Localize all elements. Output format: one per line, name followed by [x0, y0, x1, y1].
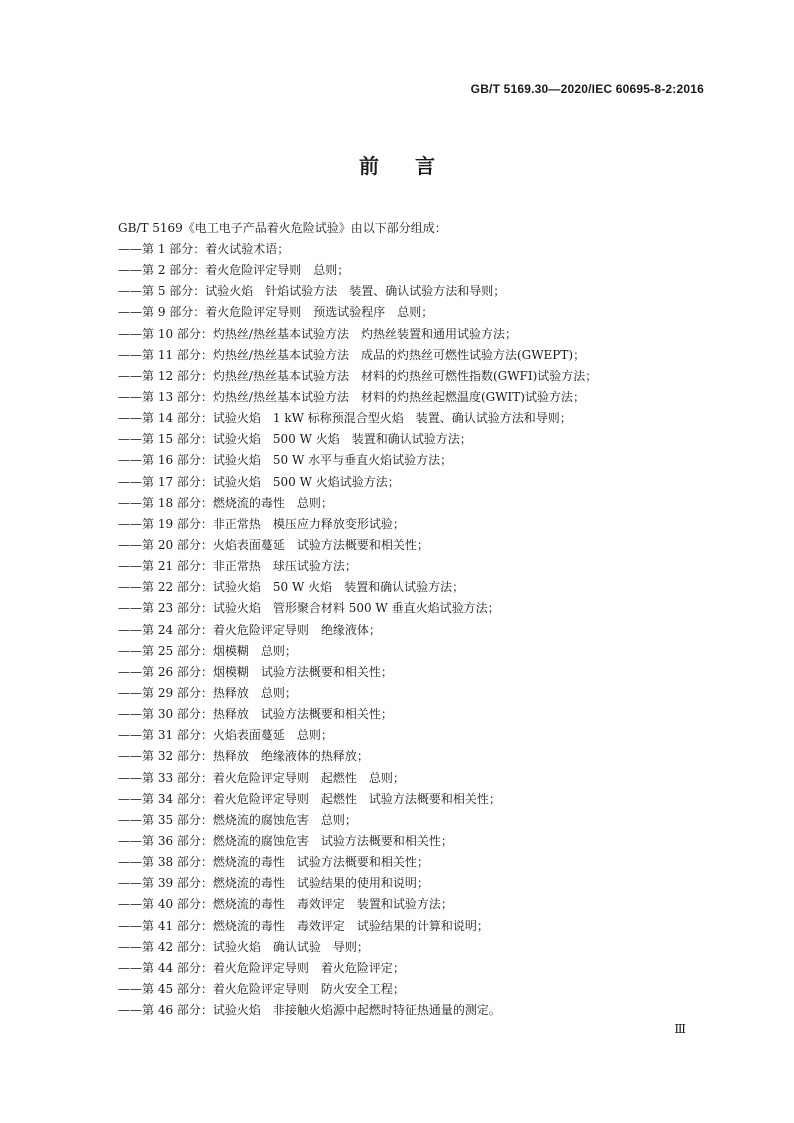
- list-item: ——第 22 部分：试验火焰 50 W 火焰 装置和确认试验方法；: [118, 580, 465, 595]
- list-item: ——第 46 部分：试验火焰 非接触火焰源中起燃时特征热通量的测定。: [118, 1003, 501, 1018]
- list-item: ——第 15 部分：试验火焰 500 W 火焰 装置和确认试验方法；: [118, 432, 472, 447]
- list-item: ——第 25 部分：烟模糊 总则；: [118, 643, 297, 658]
- list-item: ——第 39 部分：燃烧流的毒性 试验结果的使用和说明；: [118, 876, 429, 891]
- list-item: ——第 29 部分：热释放 总则；: [118, 685, 297, 700]
- list-item: ——第 44 部分：着火危险评定导则 着火危险评定；: [118, 960, 405, 975]
- list-item: ——第 42 部分：试验火焰 确认试验 导则；: [118, 939, 369, 954]
- list-item: ——第 1 部分：着火试验术语；: [118, 242, 290, 256]
- list-item: ——第 20 部分：火焰表面蔓延 试验方法概要和相关性；: [118, 537, 429, 552]
- list-item: ——第 10 部分：灼热丝/热丝基本试验方法 灼热丝装置和通用试验方法；: [118, 326, 517, 341]
- page-title: 前言: [359, 154, 471, 178]
- list-item: ——第 41 部分：燃烧流的毒性 毒效评定 试验结果的计算和说明；: [118, 918, 489, 933]
- list-item: ——第 11 部分：灼热丝/热丝基本试验方法 成品的灼热丝可燃性试验方法(GWEPT)；: [118, 347, 586, 362]
- list-item: ——第 9 部分：着火危险评定导则 预选试验程序 总则；: [118, 305, 434, 320]
- intro-paragraph: GB/T 5169《电工电子产品着火危险试验》由以下部分组成：: [118, 221, 447, 235]
- list-item: ——第 5 部分：试验火焰 针焰试验方法 装置、确认试验方法和导则；: [118, 284, 506, 299]
- list-item: ——第 45 部分：着火危险评定导则 防火安全工程；: [118, 981, 405, 996]
- list-item: ——第 31 部分：火焰表面蔓延 总则；: [118, 728, 333, 743]
- list-item: ——第 19 部分：非正常热 模压应力释放变形试验；: [118, 516, 405, 531]
- list-item: ——第 14 部分：试验火焰 1 kW 标称预混合型火焰 装置、确认试验方法和导则；: [118, 411, 572, 426]
- list-item: ——第 32 部分：热释放 绝缘液体的热释放；: [118, 749, 369, 764]
- list-item: ——第 35 部分：燃烧流的腐蚀危害 总则；: [118, 812, 357, 827]
- list-item: ——第 40 部分：燃烧流的毒性 毒效评定 装置和试验方法；: [118, 897, 453, 912]
- list-item: ——第 26 部分：烟模糊 试验方法概要和相关性；: [118, 664, 393, 679]
- standard-number-header: GB/T 5169.30—2020/IEC 60695-8-2:2016: [470, 82, 704, 96]
- list-item: ——第 13 部分：灼热丝/热丝基本试验方法 材料的灼热丝起燃温度(GWIT)试验方法；: [118, 389, 585, 404]
- list-item: ——第 34 部分：着火危险评定导则 起燃性 试验方法概要和相关性；: [118, 791, 501, 806]
- list-item: ——第 17 部分：试验火焰 500 W 火焰试验方法；: [118, 474, 400, 489]
- list-item: ——第 21 部分：非正常热 球压试验方法；: [118, 559, 357, 574]
- list-item: ——第 12 部分：灼热丝/热丝基本试验方法 材料的灼热丝可燃性指数(GWFI)试验方法；: [118, 368, 598, 383]
- page-number: Ⅲ: [674, 1022, 686, 1036]
- list-item: ——第 2 部分：着火危险评定导则 总则；: [118, 263, 350, 278]
- list-item: ——第 23 部分：试验火焰 管形聚合材料 500 W 垂直火焰试验方法；: [118, 601, 500, 616]
- list-item: ——第 18 部分：燃烧流的毒性 总则；: [118, 495, 333, 510]
- list-item: ——第 36 部分：燃烧流的腐蚀危害 试验方法概要和相关性；: [118, 833, 453, 848]
- list-item: ——第 16 部分：试验火焰 50 W 水平与垂直火焰试验方法；: [118, 453, 453, 468]
- list-item: ——第 33 部分：着火危险评定导则 起燃性 总则；: [118, 770, 405, 785]
- list-item: ——第 24 部分：着火危险评定导则 绝缘液体；: [118, 622, 381, 637]
- parts-list: [118, 239, 597, 1021]
- list-item: ——第 30 部分：热释放 试验方法概要和相关性；: [118, 707, 393, 722]
- list-item: ——第 38 部分：燃烧流的毒性 试验方法概要和相关性；: [118, 855, 429, 870]
